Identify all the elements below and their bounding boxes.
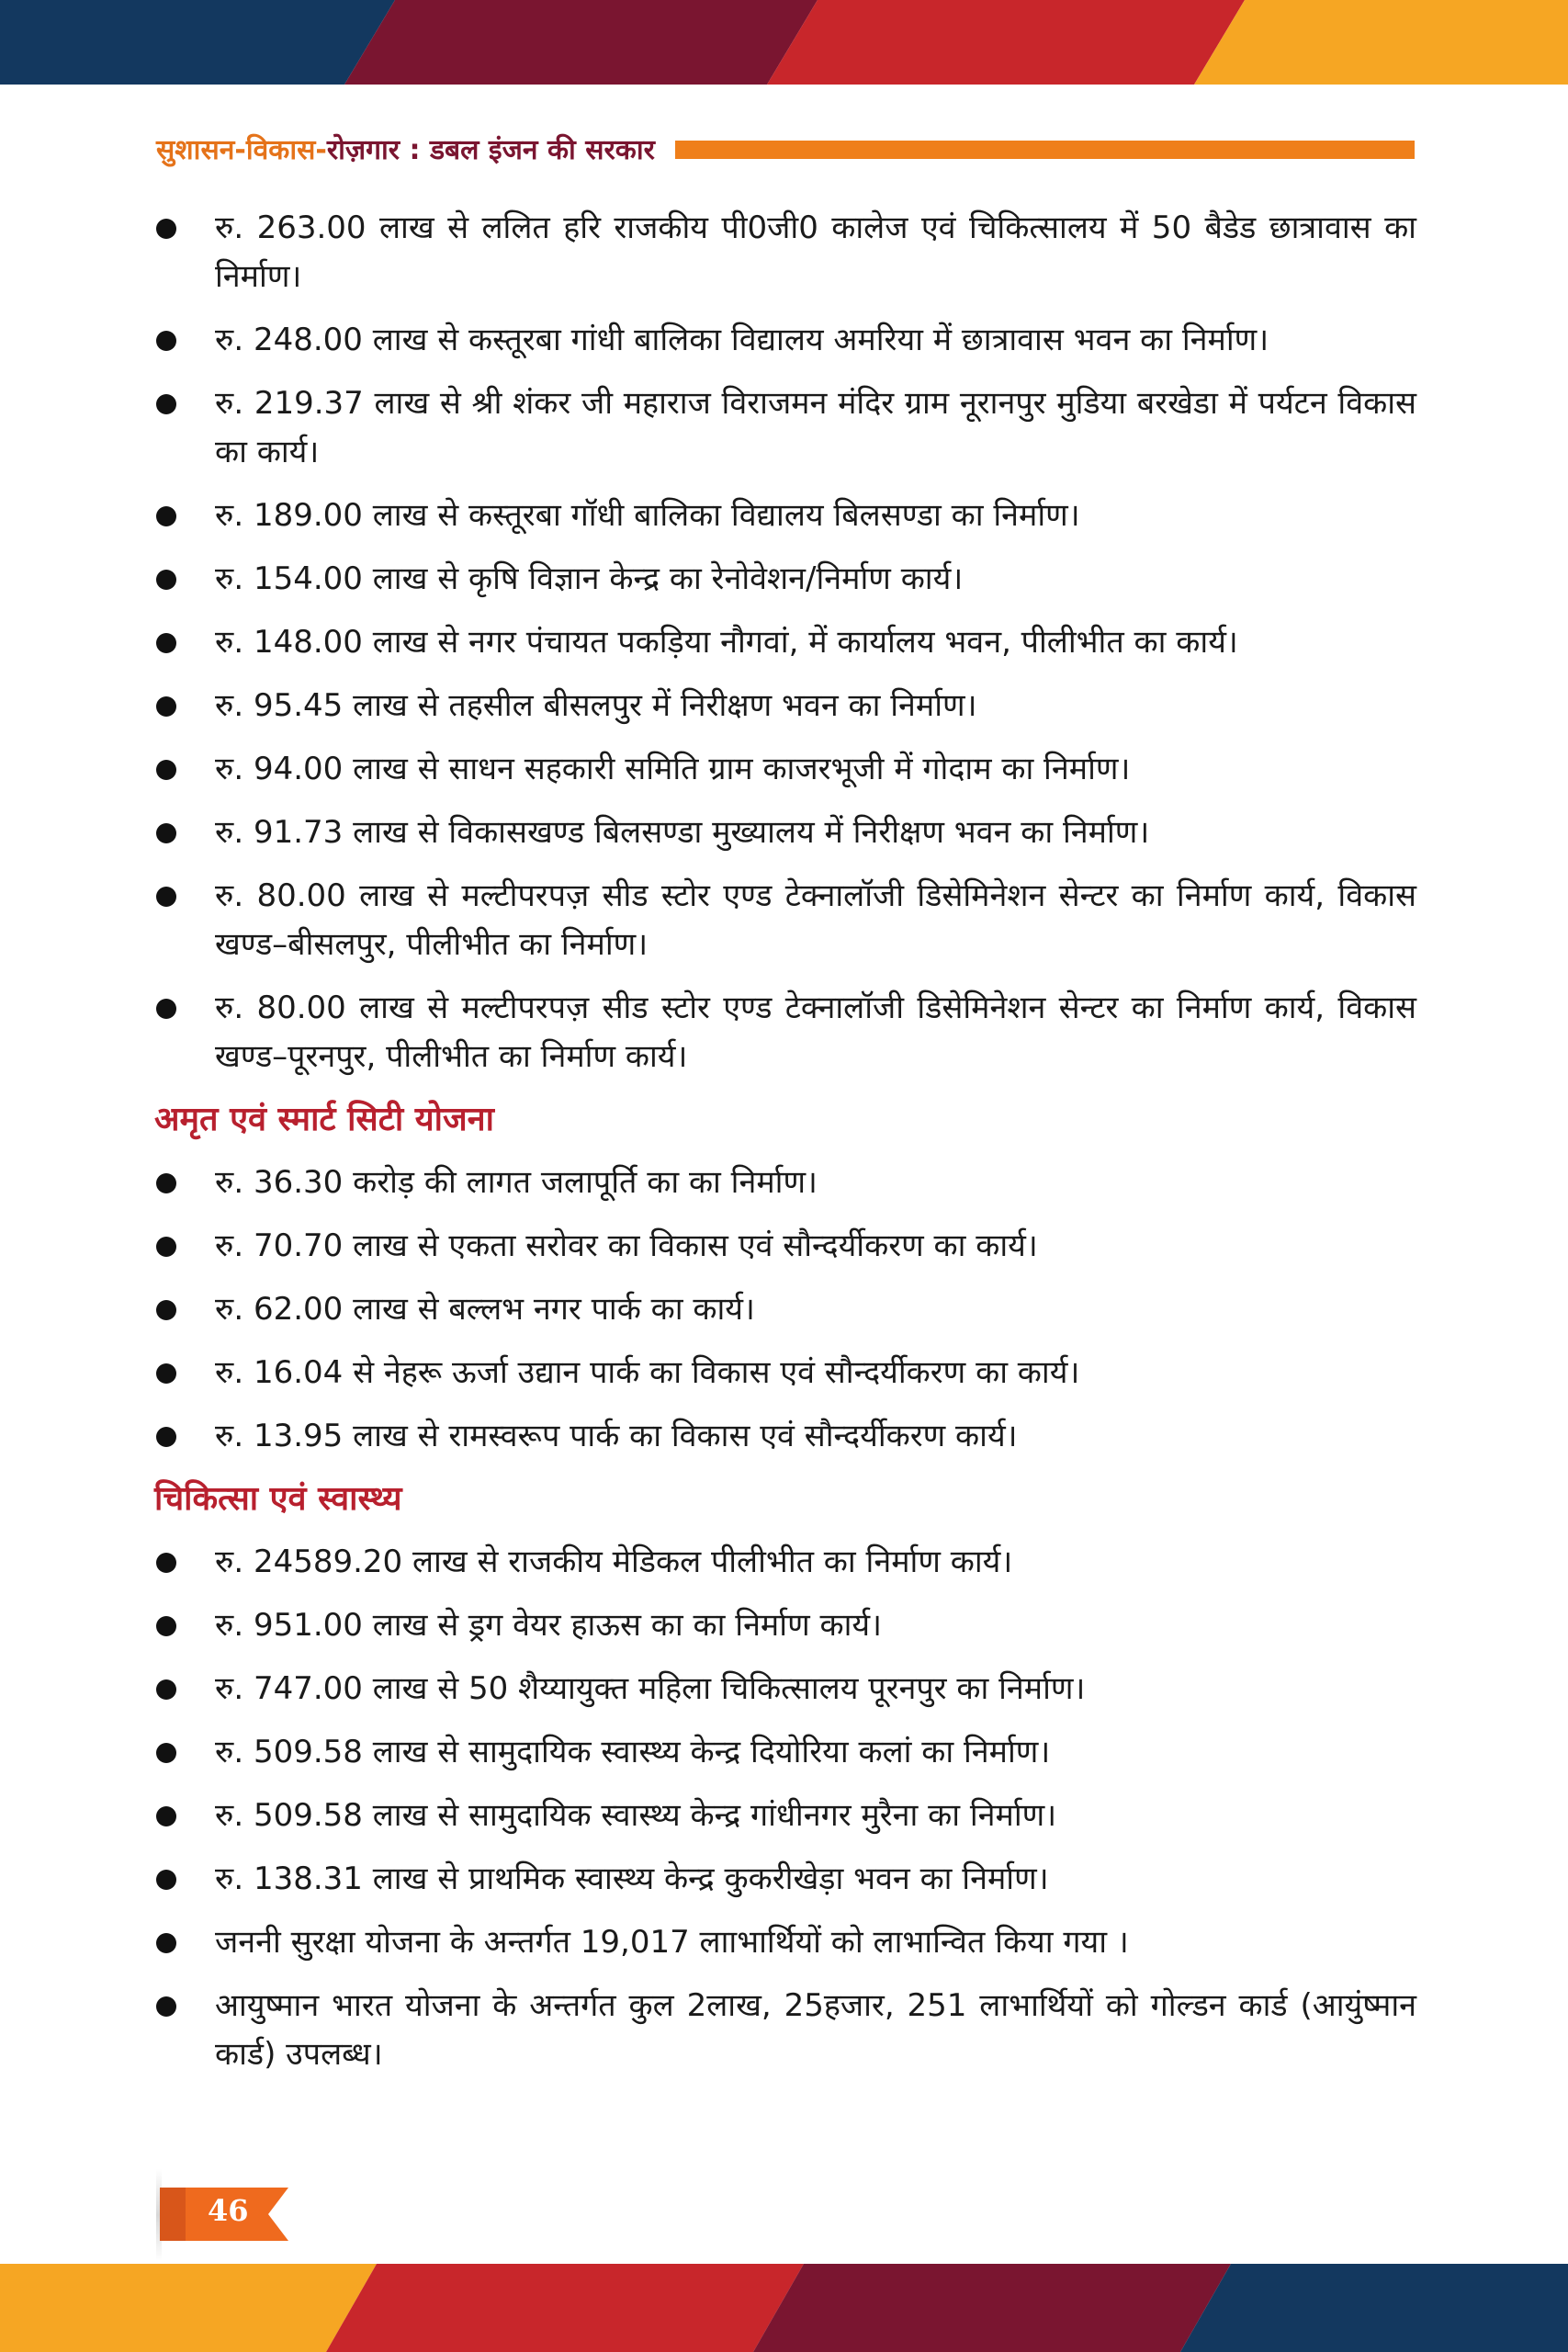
bullet-icon xyxy=(156,1743,176,1763)
list-item xyxy=(154,1285,1416,1334)
bullet-icon xyxy=(156,331,176,351)
bullet-icon xyxy=(156,999,176,1019)
band-navy-segment xyxy=(0,0,395,85)
bullet-icon xyxy=(156,506,176,526)
list-item xyxy=(154,555,1416,604)
list-item-text: रु. 248.00 लाख से कस्तूरबा गांधी बालिका विद्यालय अमरिया में छात्रावास भवन का निर्माण। xyxy=(215,322,1269,358)
list-item xyxy=(154,1601,1416,1650)
list-item-text: रु. 747.00 लाख से 50 शैय्यायुक्त महिला चिकित्सालय पूरनपुर का निर्माण। xyxy=(215,1670,1086,1707)
list-item-text: रु. 509.58 लाख से सामुदायिक स्वास्थ्य केन्द्र दियोरिया कलां का निर्माण। xyxy=(215,1734,1051,1770)
bullet-icon xyxy=(156,1616,176,1636)
list-item-text: रु. 219.37 लाख से श्री शंकर जी महाराज विराजमन मंदिर ग्राम नूरानपुर मुडिया बरखेडा में पर्यटन विकास का कार्य। xyxy=(215,385,1416,470)
bullet-icon xyxy=(156,1933,176,1953)
band-maroon-segment xyxy=(753,2264,1231,2352)
bullet-icon xyxy=(156,1806,176,1826)
list-item xyxy=(154,1538,1416,1587)
band-orange-segment xyxy=(1194,0,1568,85)
list-item xyxy=(154,808,1416,857)
list-item-text: रु. 509.58 लाख से सामुदायिक स्वास्थ्य केन्द्र गांधीनगर मुरैना का निर्माण। xyxy=(215,1797,1057,1834)
health-list xyxy=(154,1538,1416,2079)
page-content xyxy=(154,204,1416,2094)
bullet-icon xyxy=(156,1427,176,1447)
list-item-text: रु. 189.00 लाख से कस्तूरबा गॉधी बालिका विद्यालय बिलसण्डा का निर्माण। xyxy=(215,497,1080,534)
list-item-text: रु. 24589.20 लाख से राजकीय मेडिकल पीलीभीत का निर्माण कार्य। xyxy=(215,1544,1013,1580)
bullet-icon xyxy=(156,1679,176,1700)
list-item xyxy=(154,1728,1416,1777)
bullet-icon xyxy=(156,887,176,907)
bullet-icon xyxy=(156,1363,176,1384)
bottom-color-band xyxy=(0,2264,1568,2352)
bullet-icon xyxy=(156,760,176,780)
list-item xyxy=(154,1222,1416,1271)
bullet-icon xyxy=(156,219,176,239)
bullet-icon xyxy=(156,823,176,843)
list-item xyxy=(154,872,1416,969)
list-item xyxy=(154,1792,1416,1840)
header-title-part2: रोज़गार : डबल इंजन की सरकार xyxy=(326,133,655,166)
list-item-text: रु. 95.45 लाख से तहसील बीसलपुर में निरीक्षण भवन का निर्माण। xyxy=(215,687,977,724)
amrut-smart-city-list xyxy=(154,1159,1416,1461)
list-item-text: रु. 70.70 लाख से एकता सरोवर का विकास एवं सौन्दर्यीकरण का कार्य। xyxy=(215,1227,1038,1264)
page-number: 46 xyxy=(208,2193,249,2228)
bullet-icon xyxy=(156,394,176,414)
list-item xyxy=(154,984,1416,1081)
list-item xyxy=(154,316,1416,365)
list-item-text: रु. 951.00 लाख से ड्रग वेयर हाऊस का का निर्माण कार्य। xyxy=(215,1607,882,1644)
bullet-icon xyxy=(156,1173,176,1193)
list-item-text: रु. 80.00 लाख से मल्टीपरपज़ सीड स्टोर एण्ड टेक्नालॉजी डिसेमिनेशन सेन्टर का निर्माण कार्य, विकास खण्ड–बीसलपुर, पीलीभीत का निर्माण। xyxy=(215,877,1416,963)
list-item xyxy=(154,1412,1416,1461)
running-header xyxy=(156,127,1415,169)
list-item xyxy=(154,1159,1416,1207)
list-item-text: रु. 16.04 से नेहरू ऊर्जा उद्यान पार्क का विकास एवं सौन्दर्यीकरण का कार्य। xyxy=(215,1354,1080,1391)
project-list xyxy=(154,204,1416,1081)
bullet-icon xyxy=(156,1996,176,2017)
section-heading-amrut-smart-city: अमृत एवं स्मार्ट सिटी योजना xyxy=(154,1100,494,1138)
list-item xyxy=(154,1665,1416,1713)
bullet-icon xyxy=(156,570,176,590)
list-item-text: रु. 13.95 लाख से रामस्वरूप पार्क का विकास एवं सौन्दर्यीकरण कार्य। xyxy=(215,1418,1018,1454)
bullet-icon xyxy=(156,1237,176,1257)
bullet-icon xyxy=(156,696,176,717)
band-navy-segment xyxy=(1180,2264,1568,2352)
list-item-text: जननी सुरक्षा योजना के अन्तर्गत 19,017 लााभार्थियों को लाभान्वित किया गया । xyxy=(215,1924,1129,1961)
list-item xyxy=(154,1855,1416,1904)
list-item-text: रु. 148.00 लाख से नगर पंचायत पकड़िया नौगवां, में कार्यालय भवन, पीलीभीत का कार्य। xyxy=(215,624,1238,661)
list-item-text: रु. 91.73 लाख से विकासखण्ड बिलसण्डा मुख्यालय में निरीक्षण भवन का निर्माण। xyxy=(215,814,1150,851)
header-rule xyxy=(675,141,1415,159)
section-heading-health: चिकित्सा एवं स्वास्थ्य xyxy=(154,1479,402,1518)
band-red-segment xyxy=(326,2264,804,2352)
bullet-icon xyxy=(156,633,176,653)
list-item xyxy=(154,379,1416,477)
list-item xyxy=(154,682,1416,730)
bullet-icon xyxy=(156,1300,176,1320)
list-item-text: रु. 263.00 लाख से ललित हरि राजकीय पी0जी0 कालेज एवं चिकित्सालय में 50 बैडेड छात्रावास का निर्माण। xyxy=(215,209,1416,295)
band-maroon-segment xyxy=(344,0,818,85)
list-item xyxy=(154,618,1416,667)
page-number-tab xyxy=(156,2188,294,2243)
list-item-text: रु. 94.00 लाख से साधन सहकारी समिति ग्राम काजरभूजी में गोदाम का निर्माण। xyxy=(215,751,1131,787)
band-red-segment xyxy=(767,0,1245,85)
list-item-text: रु. 80.00 लाख से मल्टीपरपज़ सीड स्टोर एण्ड टेक्नालॉजी डिसेमिनेशन सेन्टर का निर्माण कार्य, विकास खण्ड–पूरनपुर, पीलीभीत का निर्माण कार्य। xyxy=(215,989,1416,1075)
bullet-icon xyxy=(156,1553,176,1573)
list-item xyxy=(154,745,1416,794)
top-color-band xyxy=(0,0,1568,85)
list-item xyxy=(154,492,1416,540)
header-title xyxy=(156,130,655,167)
list-item-text: रु. 138.31 लाख से प्राथमिक स्वास्थ्य केन्द्र कुकरीखेड़ा भवन का निर्माण। xyxy=(215,1860,1049,1897)
band-orange-segment xyxy=(0,2264,377,2352)
list-item xyxy=(154,204,1416,301)
list-item xyxy=(154,1349,1416,1397)
list-item-text: आयुष्मान भारत योजना के अन्तर्गत कुल 2लाख, 25हजार, 251 लाभार्थियों को गोल्डन कार्ड (आयुंष्मान कार्ड) उपलब्ध। xyxy=(215,1987,1416,2073)
bullet-icon xyxy=(156,1870,176,1890)
list-item-text: रु. 154.00 लाख से कृषि विज्ञान केन्द्र का रेनोवेशन/निर्माण कार्य। xyxy=(215,560,964,597)
list-item-text: रु. 36.30 करोड़ की लागत जलापूर्ति का का निर्माण। xyxy=(215,1164,818,1201)
list-item xyxy=(154,1982,1416,2079)
list-item xyxy=(154,1918,1416,1967)
list-item-text: रु. 62.00 लाख से बल्लभ नगर पार्क का कार्य। xyxy=(215,1291,755,1328)
header-title-part1: सुशासन-विकास- xyxy=(156,133,327,166)
